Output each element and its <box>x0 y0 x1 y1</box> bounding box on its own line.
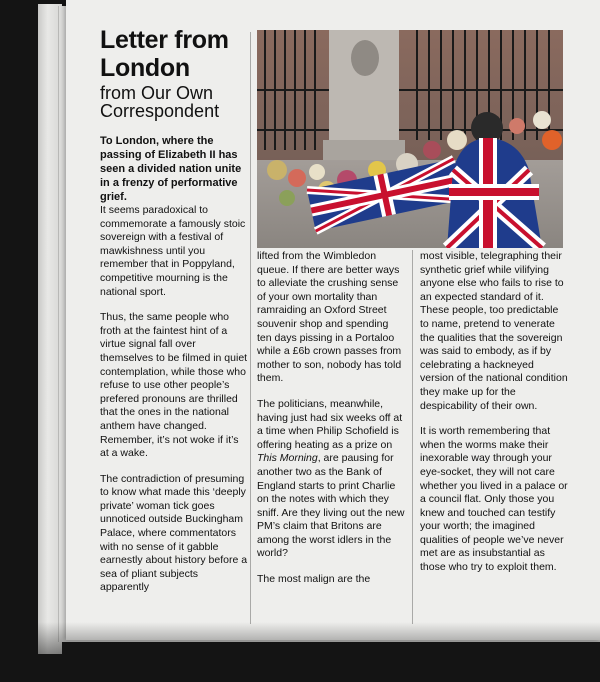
memorial-photo <box>257 30 563 248</box>
programme-title: This Morning <box>257 452 318 465</box>
column-1 <box>100 26 248 607</box>
body-paragraph: It is worth remembering that when the worms make their inexorable way through your eye-socket, they will not care whether you lived in a palace or a council flat. Only those you knew and touched can testify your worth; the imagined qualities of people we’ve never met are as insubstantial as those who try to exploit them. <box>420 425 568 574</box>
subheadline-line-2: Correspondent <box>100 101 220 121</box>
body-text: The politicians, meanwhile, having just had six weeks off at a time when Philip Schofield is offering heating as a prize on <box>257 397 403 451</box>
column-rule <box>412 250 413 624</box>
subheadline <box>100 84 248 120</box>
standfirst: To London, where the passing of Elizabeth II has seen a divided nation unite in a frenzy of performative grief. <box>100 135 242 203</box>
body-paragraph <box>257 398 405 561</box>
body-text: , are pausing for another two as the Bank of England starts to print Charlie on the notes with which they sniff. Are they living out the new PM’s claim that Britons are among the worst idlers in the world? <box>257 452 405 560</box>
body-paragraph: Thus, the same people who froth at the faintest hint of a virtue signal fall over themselves to be filmed in quiet contemplation, while those who refuse to use other people’s prefered pronouns are thrilled that the ones in the national anthem have changed. Remember, it’s not woke if it’s at a wake. <box>100 311 248 460</box>
body-paragraph: most visible, telegraphing their synthetic grief while vilifying anyone else who fails to rise to an expected standard of it. These people, too predictable to name, pretend to venerate the qualities that the sovereign was said to embody, as if by celebrating a hackneyed version of the national condition they make up for the despicability of their own. <box>420 250 568 412</box>
column-2 <box>257 250 405 599</box>
body-paragraph: The most malign are the <box>257 573 371 586</box>
headline-line-2: London <box>100 54 190 82</box>
column-rule <box>250 32 251 624</box>
bottom-shadow <box>0 622 600 682</box>
column-3 <box>420 250 570 587</box>
subheadline-line-1: from Our Own <box>100 83 214 103</box>
headline <box>100 26 248 82</box>
body-paragraph: The contradiction of presuming to know what made this ‘deeply private’ woman tick goes unnoticed outside Buckingham Palace, where commentators with no sense of it gabble earnestly about history before a sea of pliant subjects apparently <box>100 472 248 594</box>
headline-line-1: Letter from <box>100 26 229 54</box>
body-paragraph: It seems paradoxical to commemorate a famously stoic sovereign with a festival of mawkishness until you remember that in Poppyland, competitive mourning is the national sport. <box>100 204 246 298</box>
body-paragraph: lifted from the Wimbledon queue. If there are better ways to alleviate the crushing sense of your own mortality than ramraiding an Oxford Street souvenir shop and spending ten days pissing in a Portaloo while a £6b crown passes from mother to son, nobody has told them. <box>257 250 402 385</box>
newspaper-page <box>66 0 600 640</box>
memorial-photo-illustration <box>257 30 563 248</box>
